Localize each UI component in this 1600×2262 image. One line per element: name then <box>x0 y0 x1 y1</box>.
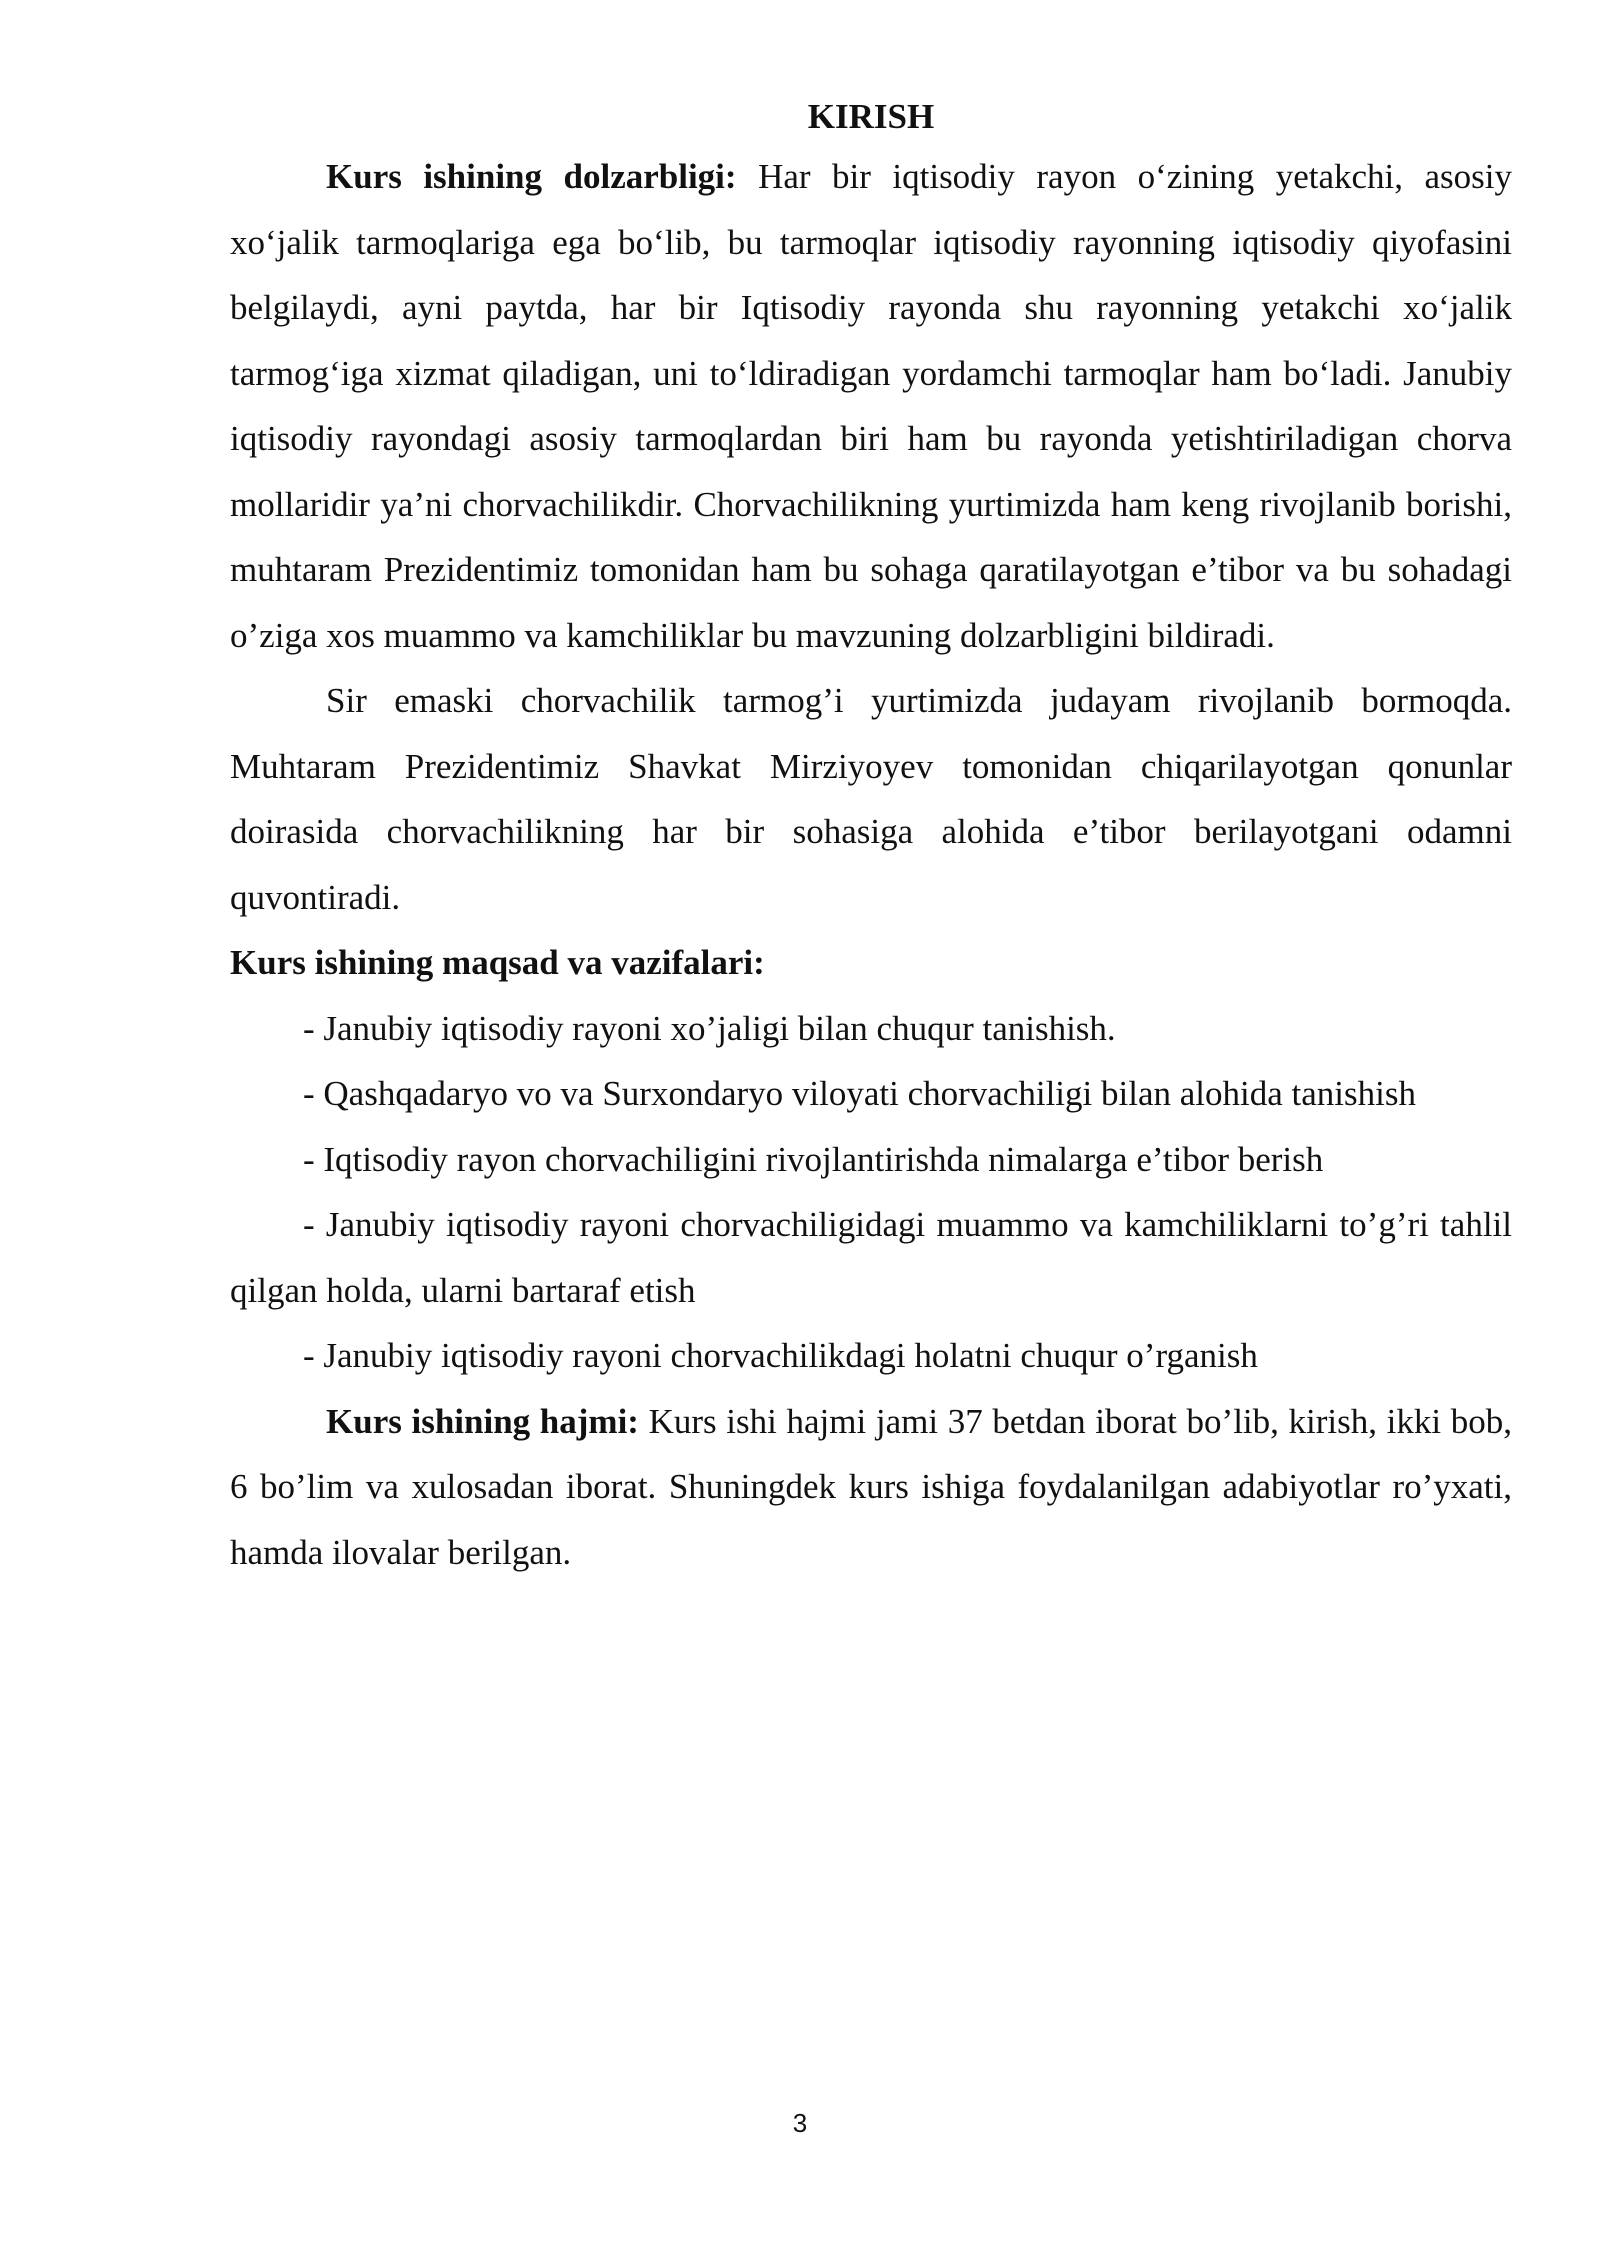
list-item: - Qashqadaryo vo va Surxondaryo viloyati chorvachiligi bilan alohida tanishish <box>303 1074 1416 1113</box>
volume-paragraph <box>230 1389 1512 1586</box>
list-item: - Janubiy iqtisodiy rayoni chorvachiligidagi muammo va kamchiliklarni to’g’ri tahlil qilgan holda, ularni bartaraf etish <box>230 1205 1512 1310</box>
volume-label: Kurs ishining hajmi: <box>326 1401 639 1441</box>
page-title: KIRISH <box>807 97 935 136</box>
document-body <box>230 92 1512 1585</box>
list-item: - Janubiy iqtisodiy rayoni chorvachilikdagi holatni chuqur o’rganish <box>303 1336 1258 1375</box>
intro-paragraph: Sir emaski chorvachilik tarmog’i yurtimizda judayam rivojlanib bormoqda. Muhtaram Prezidentimiz Shavkat Mirziyoyev tomonidan chiqarilayotgan qonunlar doirasida chorvachilikning har bir sohasiga alohida e’tibor berilayotgani odamni quvontiradi. <box>230 681 1512 917</box>
list-item: - Janubiy iqtisodiy rayoni xo’jaligi bilan chuqur tanishish. <box>303 1008 1116 1048</box>
page-number: 3 <box>792 2108 808 2138</box>
volume-text: Kurs ishi hajmi jami 37 betdan iborat bo’lib, kirish, ikki bob, 6 bo’lim va xulosadan iborat. Shuningdek kurs ishiga foydalanilgan adabiyotlar ro’yxati, hamda ilovalar berilgan. <box>230 1401 1512 1572</box>
goals-list <box>230 996 1512 1389</box>
list-item: - Iqtisodiy rayon chorvachiligini rivojlantirishda nimalarga e’tibor berish <box>303 1139 1324 1179</box>
relevance-label: Kurs ishining dolzarbligi: <box>326 157 737 196</box>
goals-heading: Kurs ishining maqsad va vazifalari: <box>230 943 765 982</box>
relevance-text: Har bir iqtisodiy rayon o‘zining yetakchi, asosiy xo‘jalik tarmoqlariga ega bo‘lib, bu tarmoqlar iqtisodiy rayonning iqtisodiy qiyofasini belgilaydi, ayni paytda, har bir Iqtisodiy rayonda shu rayonning yetakchi xo‘jalik tarmog‘iga xizmat qiladigan, uni to‘ldiradigan yordamchi tarmoqlar ham bo‘ladi. Janubiy iqtisodiy rayondagi asosiy tarmoqlardan biri ham bu rayonda yetishtiriladigan chorva mollaridir ya’ni chorvachilikdir. Chorvachilikning yurtimizda ham keng rivojlanib borishi, muhtaram Prezidentimiz tomonidan ham bu sohaga qaratilayotgan e’tibor va bu sohadagi o’ziga xos muammo va kamchiliklar bu mavzuning dolzarbligini bildiradi. <box>230 157 1512 655</box>
relevance-paragraph <box>230 144 1512 668</box>
